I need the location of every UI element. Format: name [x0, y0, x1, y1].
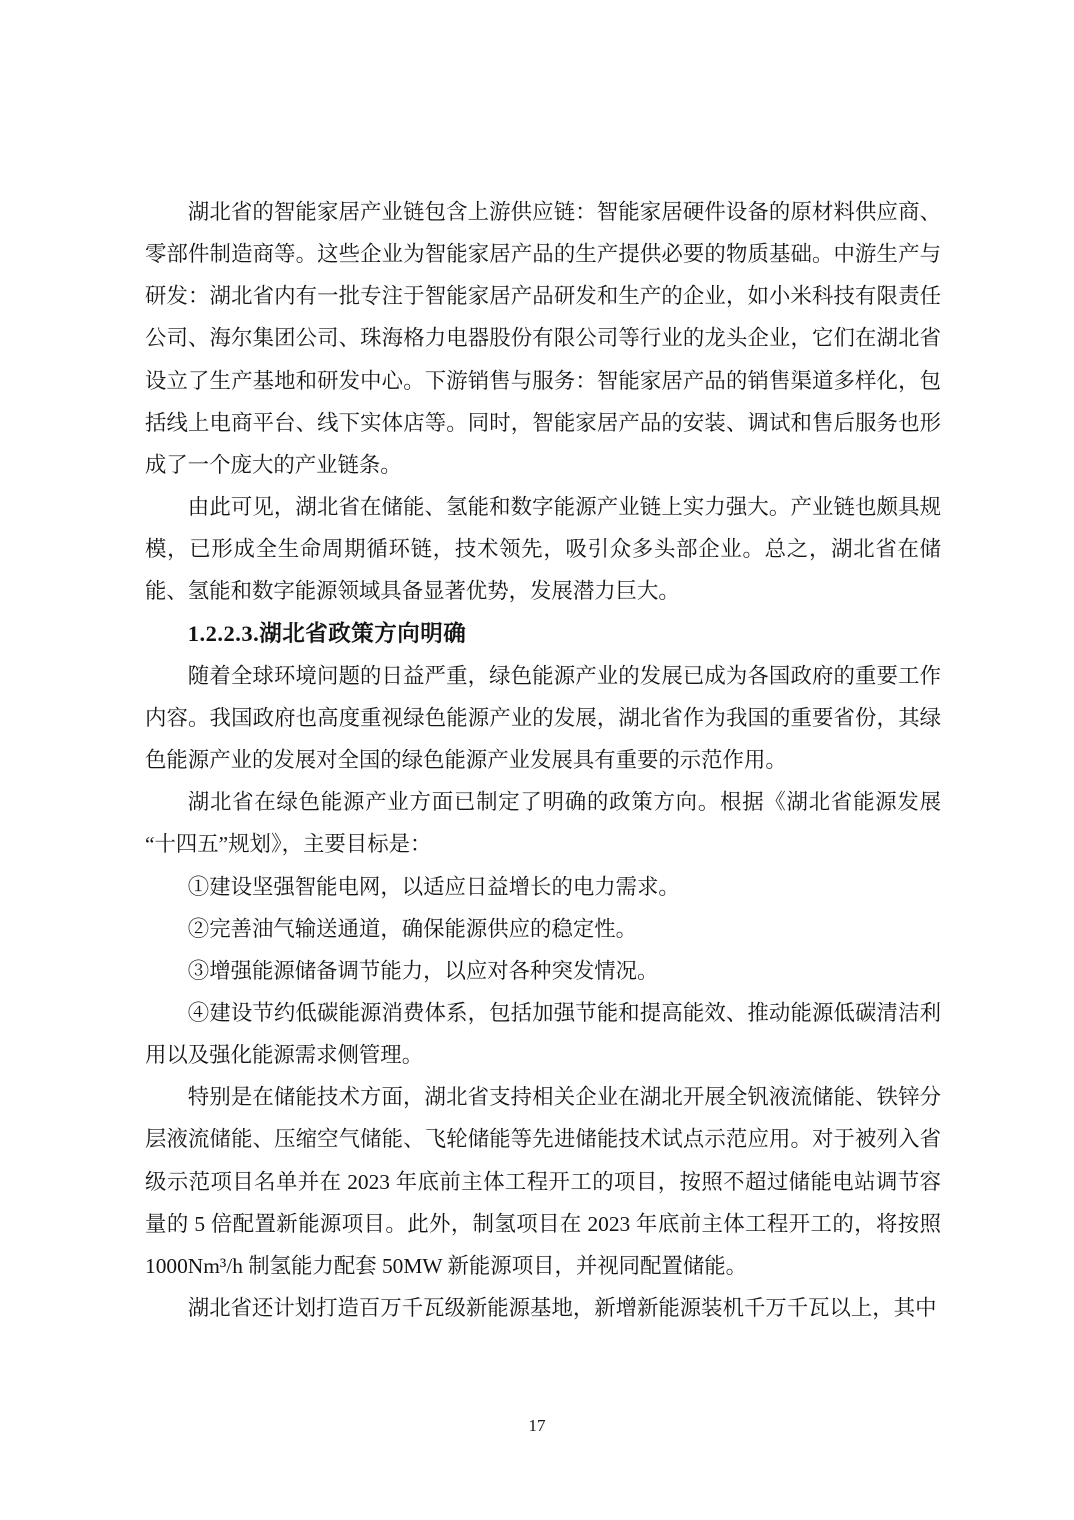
- list-item-goal-2: ②完善油气输送通道，确保能源供应的稳定性。: [187, 916, 638, 941]
- paragraph-green-energy-context: 随着全球环境问题的日益严重，绿色能源产业的发展已成为各国政府的重要工作内容。我国政府也高度重视绿色能源产业的发展，湖北省作为我国的重要省份，其绿色能源产业的发展对全国的绿色能源产业发展具有重要的示范作用。: [145, 663, 941, 773]
- paragraph-storage-technology: 特别是在储能技术方面，湖北省支持相关企业在湖北开展全钒液流储能、铁锌分层液流储能、压缩空气储能、飞轮储能等先进储能技术试点示范应用。对于被列入省级示范项目名单并在 2023 年底前主体工程开工的项目，按照不超过储能电站调节容量的 5 倍配置新能源项目。此外，制氢项目在 2023 年底前主体工程开工的，将按照 1000Nm³/h 制氢能力配套 50MW 新能源项目，并视同配置储能。: [145, 1085, 941, 1278]
- document-text-block: [145, 191, 941, 1329]
- section-heading-1-2-2-3: 1.2.2.3.湖北省政策方向明确: [187, 620, 467, 646]
- page-number: 17: [528, 1416, 546, 1435]
- list-item-goal-4: ④建设节约低碳能源消费体系，包括加强节能和提高能效、推动能源低碳清洁利用以及强化能源需求侧管理。: [145, 1000, 941, 1068]
- paragraph-policy-direction: 湖北省在绿色能源产业方面已制定了明确的政策方向。根据《湖北省能源发展“十四五”规划》，主要目标是：: [145, 790, 941, 857]
- list-item-goal-3: ③增强能源储备调节能力，以应对各种突发情况。: [187, 958, 659, 983]
- list-item-goal-1: ①建设坚强智能电网，以适应日益增长的电力需求。: [187, 874, 680, 899]
- page-footer: [0, 1416, 1074, 1436]
- paragraph-smart-home-chain: 湖北省的智能家居产业链包含上游供应链：智能家居硬件设备的原材料供应商、零部件制造商等。这些企业为智能家居产品的生产提供必要的物质基础。中游生产与研发：湖北省内有一批专注于智能家居产品研发和生产的企业，如小米科技有限责任公司、海尔集团公司、珠海格力电器股份有限公司等行业的龙头企业，它们在湖北省设立了生产基地和研发中心。下游销售与服务：智能家居产品的销售渠道多样化，包括线上电商平台、线下实体店等。同时，智能家居产品的安装、调试和售后服务也形成了一个庞大的产业链条。: [145, 200, 941, 477]
- paragraph-industry-strength: 由此可见，湖北省在储能、氢能和数字能源产业链上实力强大。产业链也颇具规模，已形成全生命周期循环链，技术领先，吸引众多头部企业。总之，湖北省在储能、氢能和数字能源领域具备显著优势，发展潜力巨大。: [145, 495, 941, 604]
- paragraph-new-energy-base: 湖北省还计划打造百万千瓦级新能源基地，新增新能源装机千万千瓦以上，其中: [187, 1296, 937, 1321]
